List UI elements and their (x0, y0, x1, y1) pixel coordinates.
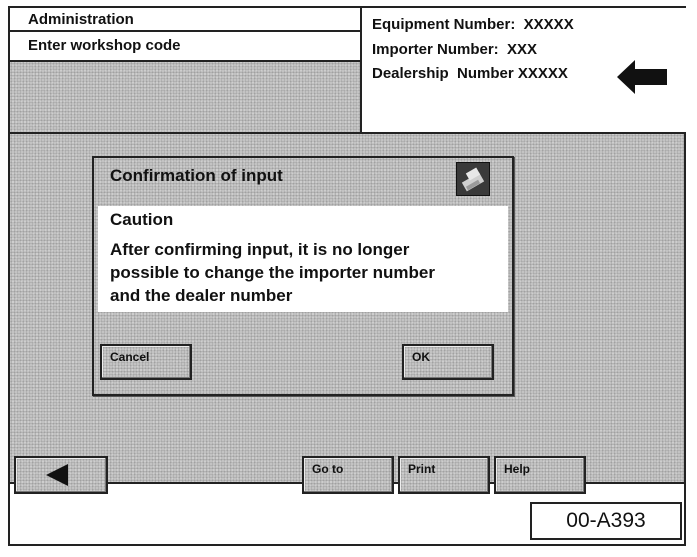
header-gray-area (10, 62, 360, 132)
confirmation-dialog (92, 156, 514, 396)
caution-heading: Caution (110, 210, 174, 229)
dialog-message: After confirming input, it is no longer possible to change the importer number and the dealer number (110, 240, 435, 305)
cancel-button[interactable]: Cancel (100, 344, 192, 380)
enter-workshop-code-field[interactable]: Enter workshop code (10, 32, 360, 62)
back-triangle-icon (46, 464, 68, 486)
main-area (10, 132, 684, 484)
print-button[interactable]: Print (398, 456, 490, 494)
figure-code-label: 00-A393 (530, 502, 682, 540)
equipment-number-label: Equipment Number: XXXXX (372, 16, 574, 33)
goto-button[interactable]: Go to (302, 456, 394, 494)
header-left-panel (10, 8, 362, 132)
arrow-left-icon (617, 60, 667, 94)
printer-icon (456, 162, 490, 196)
header-info-panel (362, 8, 686, 132)
administration-label: Administration (10, 8, 360, 32)
footer (10, 484, 684, 544)
help-button[interactable]: Help (494, 456, 586, 494)
dealership-number-label: Dealership Number XXXXX (372, 65, 568, 82)
dialog-title: Confirmation of input (110, 166, 283, 185)
screen-frame (8, 6, 686, 546)
importer-number-label: Importer Number: XXX (372, 41, 538, 58)
dialog-message-area (98, 206, 508, 312)
ok-button[interactable]: OK (402, 344, 494, 380)
